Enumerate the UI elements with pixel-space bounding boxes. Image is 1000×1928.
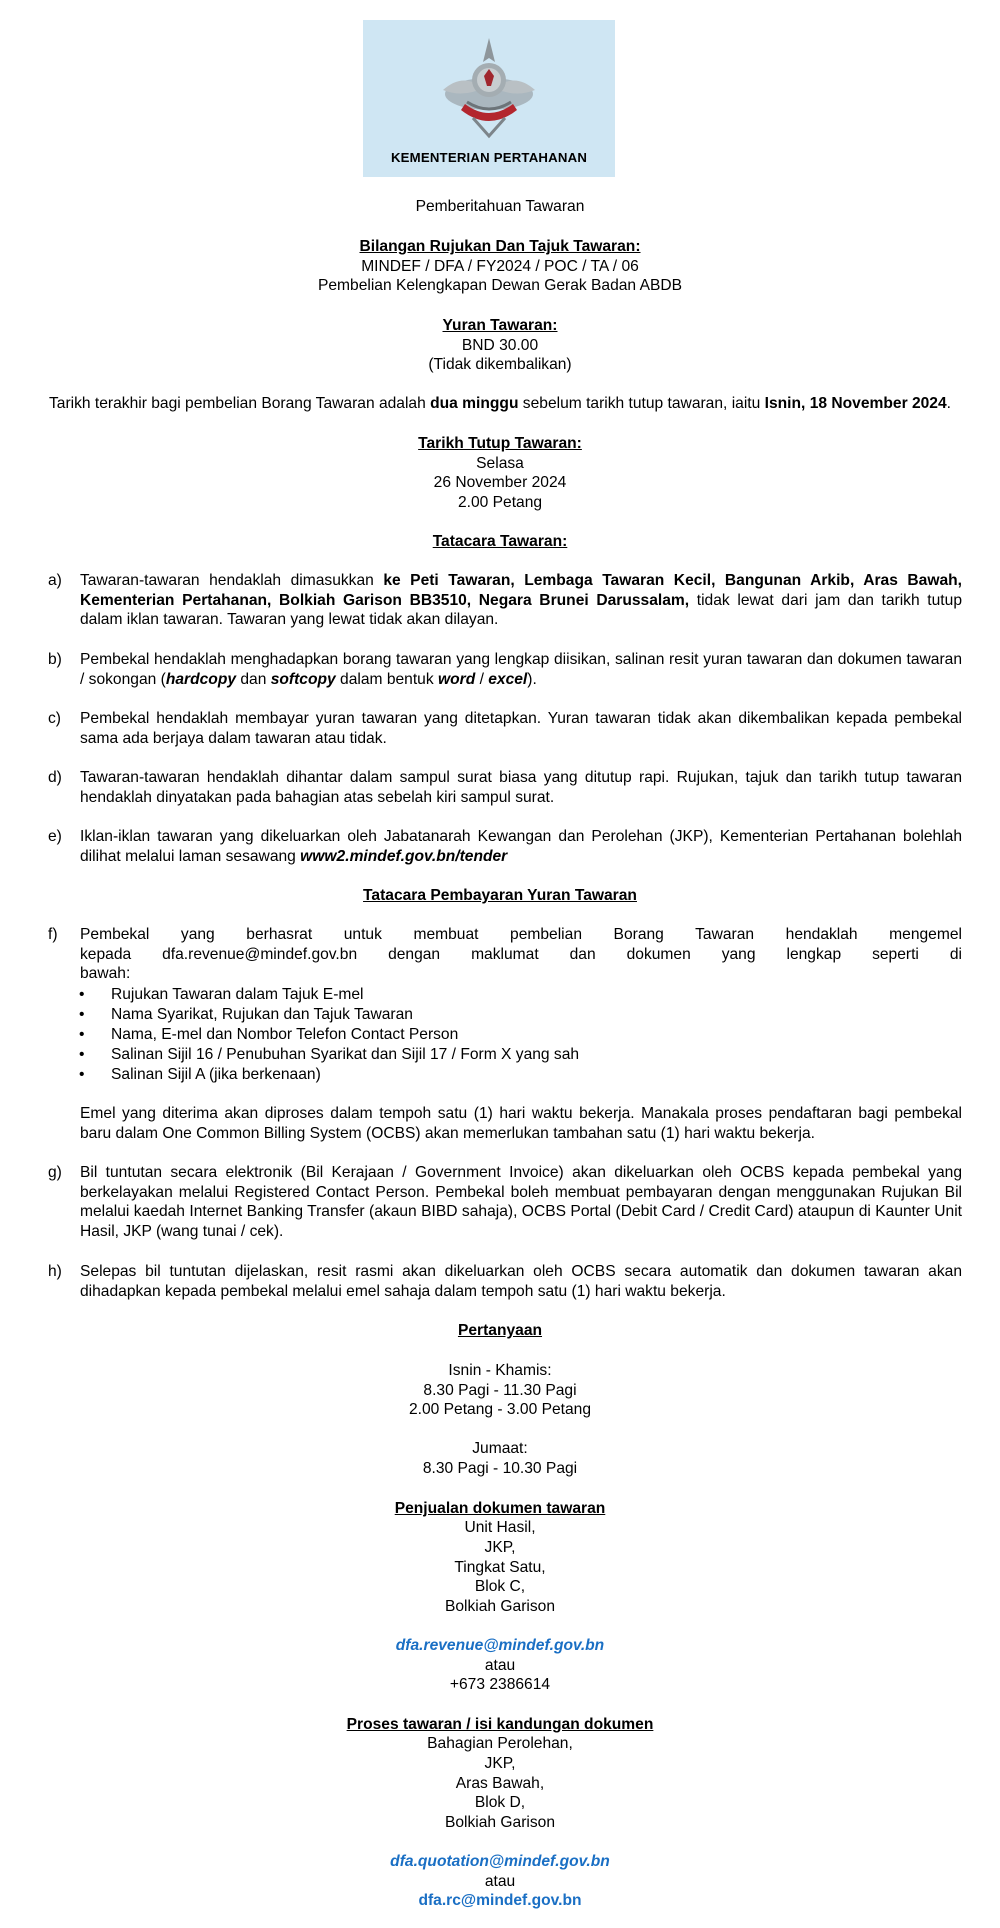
fee-amount: BND 30.00 [461, 337, 539, 354]
sales-address-line: Blok C, [474, 1578, 526, 1595]
reference-heading: Bilangan Rujukan Dan Tajuk Tawaran: [359, 238, 641, 255]
item-d-label: d) [48, 769, 62, 786]
item-d-text: Tawaran-tawaran hendaklah dihantar dalam sampul surat biasa yang ditutup rapi. Rujukan, tajuk dan tarikh tutup tawaran hendaklah dinyatakan pada bahagian atas sebelah kiri sampul surat. [80, 769, 962, 806]
tender-website-link[interactable]: www2.mindef.gov.bn/tender [300, 847, 508, 865]
quotation-email-link[interactable]: dfa.quotation@mindef.gov.bn [390, 1853, 610, 1870]
item-f-text: Pembekal yang berhasrat untuk membuat pembelian Borang Tawaran hendaklah mengemel kepada dfa.revenue@mindef.gov.bn dengan maklumat dan dokumen yang lengkap seperti di bawah: [80, 926, 962, 982]
sales-heading: Penjualan dokumen tawaran [394, 1500, 606, 1517]
list-item: Nama Syarikat, Rujukan dan Tajuk Tawaran [111, 1006, 413, 1023]
closing-time: 2.00 Petang [457, 494, 543, 511]
reference-title: Pembelian Kelengkapan Dewan Gerak Badan ABDB [317, 277, 683, 294]
crest-icon [433, 32, 545, 144]
item-b-text: Pembekal hendaklah menghadapkan borang tawaran yang lengkap diisikan, salinan resit yuran tawaran dan dokumen tawaran / sokongan (hardcopy dan softcopy dalam bentuk word / excel). [80, 651, 962, 688]
item-e-label: e) [48, 828, 62, 845]
payment-heading: Tatacara Pembayaran Yuran Tawaran [363, 887, 637, 904]
sales-address-line: Unit Hasil, [464, 1519, 536, 1536]
process-address-line: Aras Bawah, [455, 1775, 545, 1792]
notice-title: Pemberitahuan Tawaran [415, 198, 585, 215]
closing-date: 26 November 2024 [433, 474, 567, 491]
list-item: Rujukan Tawaran dalam Tajuk E-mel [111, 986, 364, 1003]
list-item: Salinan Sijil 16 / Penubuhan Syarikat dan Sijil 17 / Form X yang sah [111, 1046, 580, 1063]
ministry-logo [363, 20, 615, 177]
process-address-line: Bahagian Perolehan, [427, 1735, 573, 1752]
reference-number: MINDEF / DFA / FY2024 / POC / TA / 06 [361, 258, 639, 275]
fee-note: (Tidak dikembalikan) [428, 356, 572, 373]
item-a-label: a) [48, 572, 62, 589]
sales-phone: +673 2386614 [449, 1676, 551, 1693]
fee-heading: Yuran Tawaran: [442, 317, 558, 334]
list-item: Nama, E-mel dan Nombor Telefon Contact Person [111, 1026, 459, 1043]
item-h-text: Selepas bil tuntutan dijelaskan, resit rasmi akan dikeluarkan oleh OCBS secara automatik dan dokumen tawaran akan dihadapkan kepada pembekal melalui emel sahaja dalam tempoh satu (1) hari waktu bekerja. [80, 1263, 962, 1300]
item-e-text: Iklan-iklan tawaran yang dikeluarkan oleh Jabatanarah Kewangan dan Perolehan (JKP), Kementerian Pertahanan bolehlah dilihat melalui laman sesawang www2.mindef.gov.bn/tender [80, 828, 962, 865]
item-c-label: c) [48, 710, 61, 727]
item-g-text: Bil tuntutan secara elektronik (Bil Kerajaan / Government Invoice) akan dikeluarkan oleh OCBS kepada pembekal yang berkelayakan melalui Registered Contact Person. Pembekal boleh membuat pembayaran dengan menggunakan Rujukan Bil melalui kaedah Internet Banking Transfer (akaun BIBD sahaja), OCBS Portal (Debit Card / Credit Card) ataupun di Kaunter Unit Hasil, JKP (wang tunai / cek). [80, 1164, 962, 1240]
weekday-label: Isnin - Khamis: [448, 1362, 552, 1379]
procedure-heading: Tatacara Tawaran: [432, 533, 568, 550]
item-h-label: h) [48, 1263, 62, 1280]
friday-morning: 8.30 Pagi - 10.30 Pagi [422, 1460, 578, 1477]
deadline-sentence: Tarikh terakhir bagi pembelian Borang Tawaran adalah dua minggu sebelum tarikh tutup tawaran, iaitu Isnin, 18 November 2024. [48, 395, 952, 412]
item-f-label: f) [48, 926, 58, 943]
sales-address-line: Bolkiah Garison [444, 1598, 556, 1615]
closing-day: Selasa [476, 455, 524, 472]
process-address-line: Blok D, [474, 1794, 526, 1811]
weekday-morning: 8.30 Pagi - 11.30 Pagi [423, 1382, 577, 1399]
enquiry-heading: Pertanyaan [457, 1322, 543, 1339]
item-f-after: Emel yang diterima akan diproses dalam tempoh satu (1) hari waktu bekerja. Manakala proses pendaftaran bagi pembekal baru dalam One Common Billing System (OCBS) akan memerlukan tambahan satu (1) hari waktu bekerja. [80, 1105, 962, 1142]
process-or: atau [484, 1873, 516, 1890]
revenue-email-link[interactable]: dfa.revenue@mindef.gov.bn [395, 1637, 605, 1654]
weekday-afternoon: 2.00 Petang - 3.00 Petang [408, 1401, 592, 1418]
notice-page: KEMENTERIAN PERTAHANAN Pemberitahuan Tawaran Bilangan Rujukan Dan Tajuk Tawaran: MINDEF / DFA / FY2024 / POC / TA / 06 Pembelian Kelengkapan Dewan Gerak Badan ABDB Yuran Tawaran: BND 30.00 (Tidak dikembalikan) Tarikh terakhir bagi pembelian Borang Tawaran adalah dua minggu sebelum tarikh tutup tawaran, iaitu Isnin, 18 November 2024. Tarikh Tutup Tawaran: Selasa 26 November 2024 2.00 Petang Tatacara Tawaran: a) Tawaran-tawaran hendaklah dimasukkan ke Peti Tawaran, Lembaga Tawaran Kecil, Bangunan Arkib, Aras Bawah, Kementerian Pertahanan, Bolkiah Garison BB3510, Negara Brunei Darussalam, tidak lewat dari jam dan tarikh tutup dalam iklan tawaran. Tawaran yang lewat tidak akan dilayan. b) Pembekal hendaklah menghadapkan borang tawaran yang lengkap diisikan, salinan resit yuran tawaran dan dokumen tawaran / sokongan (hardcopy dan softcopy dalam bentuk word / excel). c) Pembekal hendaklah membayar yuran tawaran yang ditetapkan. Yuran tawaran tidak akan dikembalikan kepada pembekal sama ada berjaya dalam tawaran atau tidak. d) Tawaran-tawaran hendaklah dihantar dalam sampul surat biasa yang ditutup rapi. Rujukan, tajuk dan tarikh tutup tawaran hendaklah dinyatakan pada bahagian atas sebelah kiri sampul surat. e) Iklan-iklan tawaran yang dikeluarkan oleh Jabatanarah Kewangan dan Perolehan (JKP), Kementerian Pertahanan bolehlah dilihat melalui laman sesawang www2.mindef.gov.bn/tender Tatacara Pembayaran Yuran Tawaran f) Pembekal yang berhasrat untuk membuat pembelian Borang Tawaran hendaklah mengemel kepada dfa.revenue@mindef.gov.bn dengan maklumat dan dokumen yang lengkap seperti di bawah: • Rujukan Tawaran dalam Tajuk E-mel • Nama Syarikat, Rujukan dan Tajuk Tawaran • Nama, E-mel dan Nombor Telefon Contact Person • Salinan Sijil 16 / Penubuhan Syarikat dan Sijil 17 / Form X yang sah • Salinan Sijil A (jika berkenaan) Emel yang diterima akan diproses dalam tempoh satu (1) hari waktu bekerja. Manakala proses pendaftaran bagi pembekal baru dalam One Common Billing System (OCBS) akan memerlukan tambahan satu (1) hari waktu bekerja. g) Bil tuntutan secara elektronik (Bil Kerajaan / Government Invoice) akan dikeluarkan oleh OCBS kepada pembekal yang berkelayakan melalui Registered Contact Person. Pembekal boleh membuat pembayaran dengan menggunakan Rujukan Bil melalui kaedah Internet Banking Transfer (akaun BIBD sahaja), OCBS Portal (Debit Card / Credit Card) ataupun di Kaunter Unit Hasil, JKP (wang tunai / cek). h) Selepas bil tuntutan dijelaskan, resit rasmi akan dikeluarkan oleh OCBS secara automatik dan dokumen tawaran akan dihadapkan kepada pembekal melalui emel sahaja dalam tempoh satu (1) hari waktu bekerja. Pertanyaan Isnin - Khamis: 8.30 Pagi - 11.30 Pagi 2.00 Petang - 3.00 Petang Jumaat: 8.30 Pagi - 10.30 Pagi Penjualan dokumen tawaran Unit Hasil, JKP, Tingkat Satu, Blok C, Bolkiah Garison dfa.revenue@mindef.gov.bn atau +673 2386614 Proses tawaran / isi kandungan dokumen Bahagian Perolehan, JKP, Aras Bawah, Blok D, Bolkiah Garison dfa.quotation@mindef.gov.bn atau dfa.rc@mindef.gov.bn [0, 0, 1000, 1928]
rc-email-link[interactable]: dfa.rc@mindef.gov.bn [418, 1892, 582, 1909]
list-item: Salinan Sijil A (jika berkenaan) [111, 1066, 321, 1083]
sales-address-line: Tingkat Satu, [454, 1559, 546, 1576]
process-heading: Proses tawaran / isi kandungan dokumen [346, 1716, 654, 1733]
process-address-line: JKP, [484, 1755, 516, 1772]
process-address-line: Bolkiah Garison [444, 1814, 556, 1831]
friday-label: Jumaat: [472, 1440, 528, 1457]
ministry-name: KEMENTERIAN PERTAHANAN [390, 150, 588, 165]
sales-or: atau [484, 1657, 516, 1674]
sales-address-line: JKP, [484, 1539, 516, 1556]
item-a-text: Tawaran-tawaran hendaklah dimasukkan ke Peti Tawaran, Lembaga Tawaran Kecil, Bangunan Arkib, Aras Bawah, Kementerian Pertahanan, Bolkiah Garison BB3510, Negara Brunei Darussalam, tidak lewat dari jam dan tarikh tutup dalam iklan tawaran. Tawaran yang lewat tidak akan dilayan. [80, 572, 962, 628]
item-b-label: b) [48, 651, 62, 668]
item-c-text: Pembekal hendaklah membayar yuran tawaran yang ditetapkan. Yuran tawaran tidak akan dikembalikan kepada pembekal sama ada berjaya dalam tawaran atau tidak. [80, 710, 962, 747]
item-g-label: g) [48, 1164, 62, 1181]
closing-heading: Tarikh Tutup Tawaran: [418, 435, 582, 452]
